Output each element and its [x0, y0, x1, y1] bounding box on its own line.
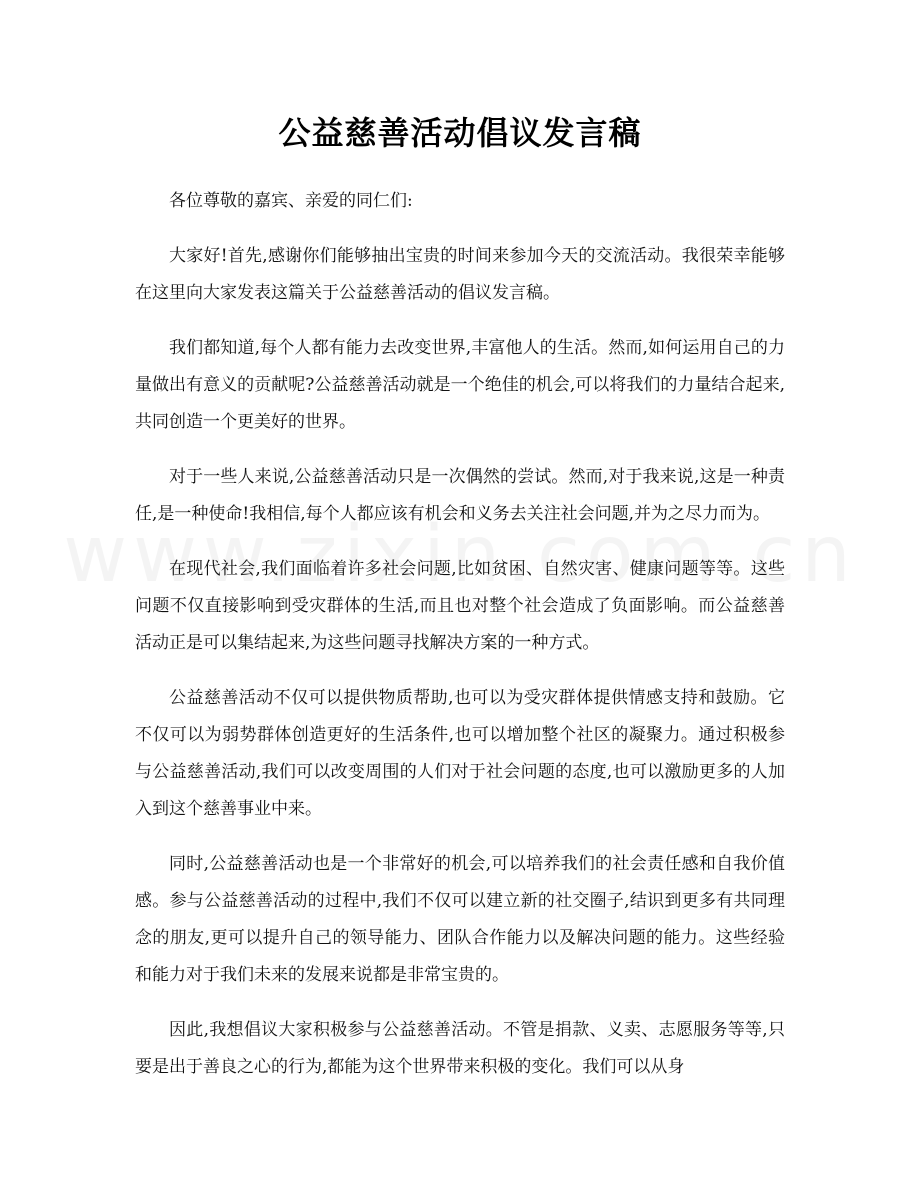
- document-title: 公益慈善活动倡议发言稿: [278, 114, 642, 152]
- paragraph-7: 因此,我想倡议大家积极参与公益慈善活动。不管是捐款、义卖、志愿服务等等,只要是出于善良之心的行为,都能为这个世界带来积极的变化。我们可以从身: [135, 1020, 785, 1077]
- paragraph-3: 对于一些人来说,公益慈善活动只是一次偶然的尝试。然而,对于我来说,这是一种责任,是一种使命!我相信,每个人都应该有机会和义务去关注社会问题,并为之尽力而为。: [135, 467, 785, 524]
- paragraph-4: 在现代社会,我们面临着许多社会问题,比如贫困、自然灾害、健康问题等等。这些问题不仅直接影响到受灾群体的生活,而且也对整个社会造成了负面影响。而公益慈善活动正是可以集结起来,为这些问题寻找解决方案的一种方式。: [135, 559, 785, 653]
- document-body: [135, 183, 785, 1104]
- greeting: 各位尊敬的嘉宾、亲爱的同仁们:: [169, 191, 413, 211]
- paragraph-6: 同时,公益慈善活动也是一个非常好的机会,可以培养我们的社会责任感和自我价值感。参与公益慈善活动的过程中,我们不仅可以建立新的社交圈子,结识到更多有共同理念的朋友,更可以提升自己的领导能力、团队合作能力以及解决问题的能力。这些经验和能力对于我们未来的发展来说都是非常宝贵的。: [135, 854, 785, 985]
- paragraph-2: 我们都知道,每个人都有能力去改变世界,丰富他人的生活。然而,如何运用自己的力量做出有意义的贡献呢?公益慈善活动就是一个绝佳的机会,可以将我们的力量结合起来,共同创造一个更美好的世界。: [135, 338, 785, 432]
- paragraph-5: 公益慈善活动不仅可以提供物质帮助,也可以为受灾群体提供情感支持和鼓励。它不仅可以为弱势群体创造更好的生活条件,也可以增加整个社区的凝聚力。通过积极参与公益慈善活动,我们可以改变周围的人们对于社会问题的态度,也可以激励更多的人加入到这个慈善事业中来。: [135, 688, 785, 819]
- paragraph-1: 大家好!首先,感谢你们能够抽出宝贵的时间来参加今天的交流活动。我很荣幸能够在这里向大家发表这篇关于公益慈善活动的倡议发言稿。: [135, 246, 785, 303]
